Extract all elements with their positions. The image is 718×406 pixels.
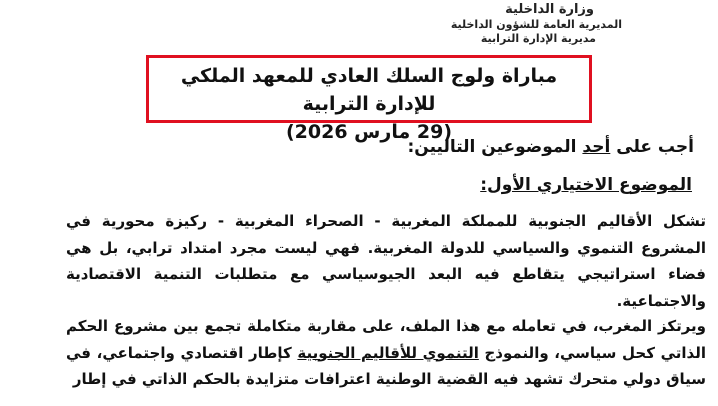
ministry-header [451,2,622,46]
instruction-line [407,137,694,157]
paragraph-2-part-2: كإطار اقتصادي واجتماعي، في سياق دولي متحرك تشهد فيه القضية الوطنية اعترافات متزايدة بالحكم الذاتي في إطار [66,343,706,388]
paragraph-2-underlined: التنموي للأقاليم الجنوبية [297,343,479,362]
exam-title: مباراة ولوج السلك العادي للمعهد الملكي للإدارة الترابية [180,65,558,115]
instruction-before: أجب على [610,137,694,157]
ministry-name: وزارة الداخلية [505,2,594,17]
directorate-general-name: المديرية العامة للشؤون الداخلية [450,18,622,32]
paragraph-2-part-1: ويرتكز المغرب، في تعامله مع هذا الملف، على مقاربة متكاملة تجمع بين مشروع الحكم الذاتي كحل سياسي، والنموذج [66,317,706,362]
paragraph-1: تشكل الأقاليم الجنوبية للمملكة المغربية - الصحراء المغربية - ركيزة محورية في المشروع التنموي والسياسي للدولة المغربية. فهي ليست مجرد امتداد ترابي، بل هي فضاء استراتيجي يتقاطع فيه البعد الجيوسياسي مع متطلبات التنمية الاقتصادية والاجتماعية. [66,212,706,310]
instruction-emphasis: أحد [582,137,611,157]
instruction-after: الموضوعين التاليين: [407,137,583,157]
exam-title-box [146,55,592,143]
exam-date: (29 مارس 2026) [285,121,452,143]
directorate-name: مديرية الإدارة الترابية [480,32,596,45]
paragraph-2 [66,313,706,393]
topic-heading: الموضوع الاختياري الأول: [480,175,692,195]
